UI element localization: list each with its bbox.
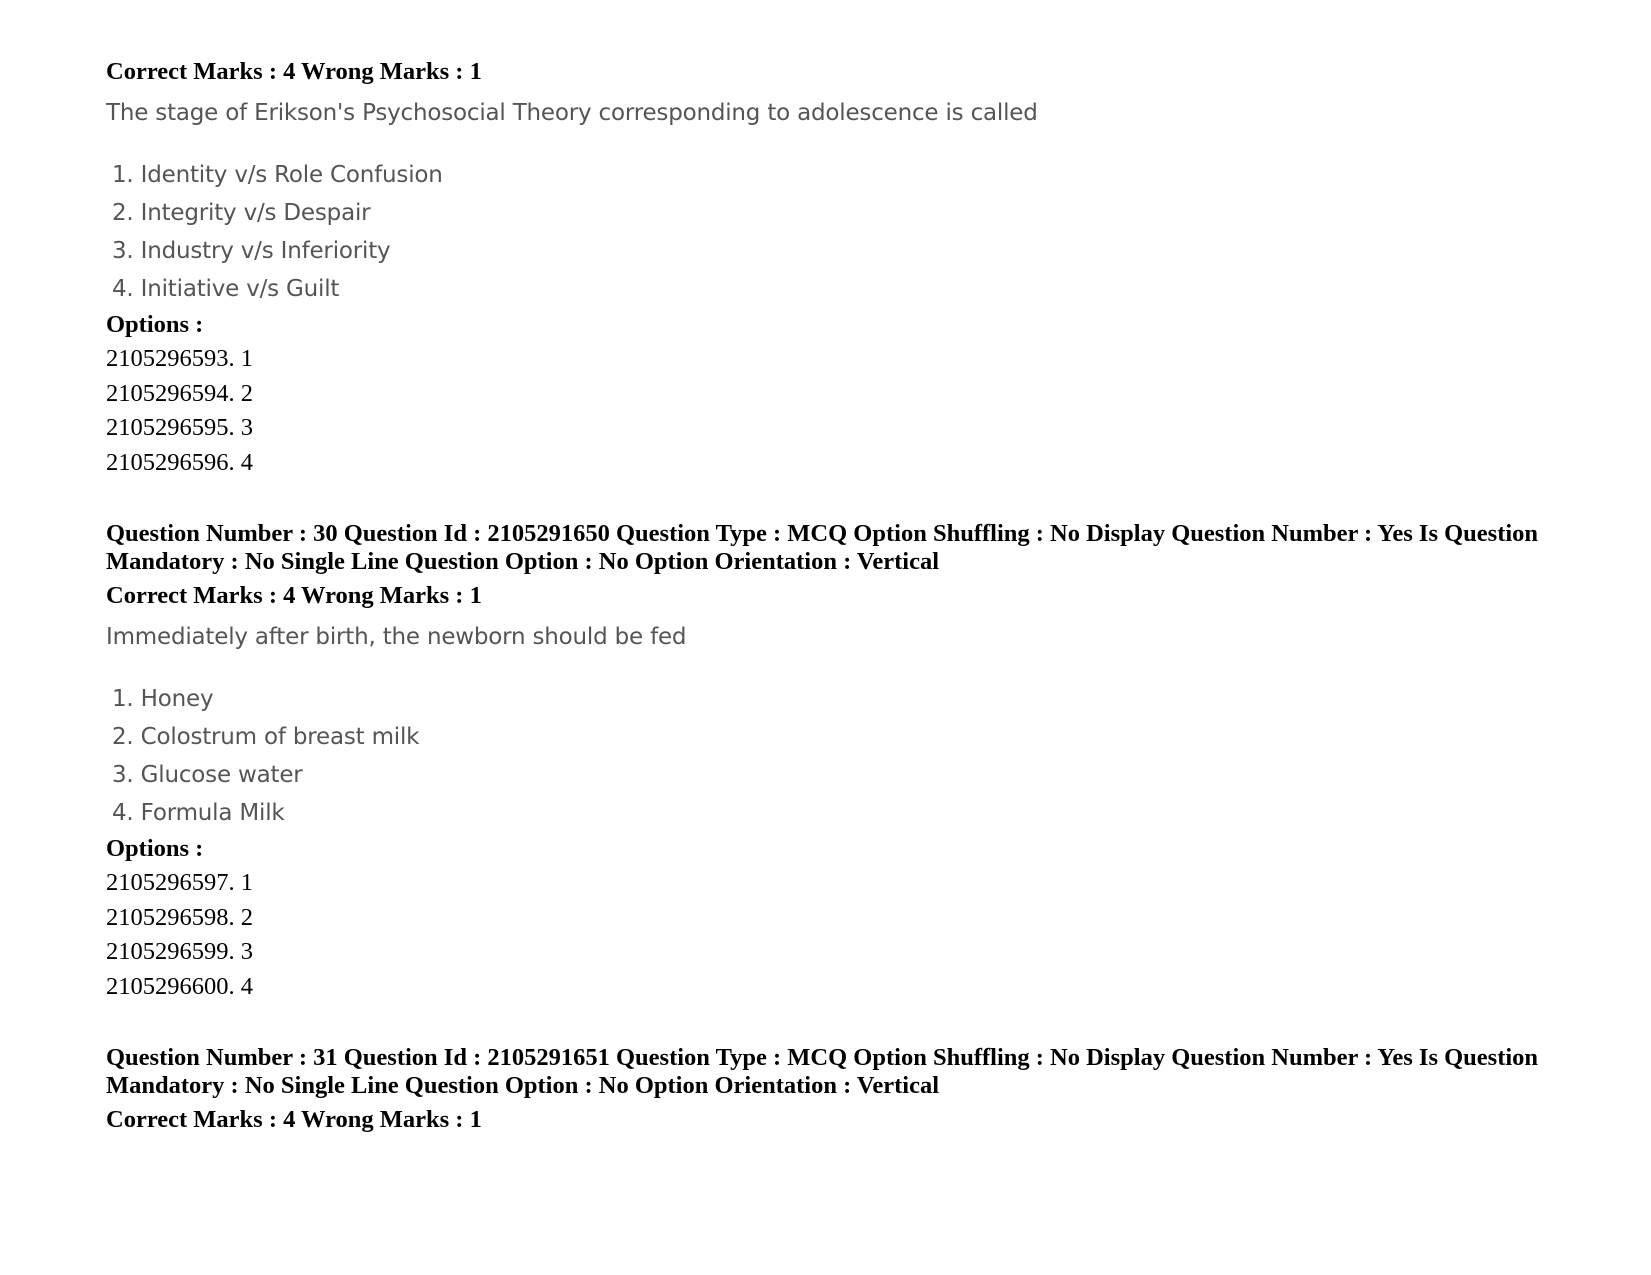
document-page <box>106 58 1546 1134</box>
marks-line: Correct Marks : 4 Wrong Marks : 1 <box>106 582 482 609</box>
choice-item: 3. Industry v/s Inferiority <box>112 238 391 264</box>
choice-item: 2. Integrity v/s Despair <box>112 200 371 226</box>
option-id-list <box>106 342 1546 480</box>
question-block-31 <box>106 1044 1546 1134</box>
choice-list <box>106 156 1546 308</box>
option-id-item: 2105296597. 1 <box>106 869 253 896</box>
choice-item: 2. Colostrum of breast milk <box>112 724 420 750</box>
choice-list <box>106 680 1546 832</box>
options-label: Options : <box>106 835 204 862</box>
option-id-item: 2105296598. 2 <box>106 903 253 931</box>
options-label: Options : <box>106 311 204 338</box>
option-id-item: 2105296596. 4 <box>106 448 253 476</box>
choice-item: 1. Honey <box>112 686 214 712</box>
question-block-29 <box>106 58 1546 480</box>
option-id-item: 2105296599. 3 <box>106 938 253 965</box>
marks-line: Correct Marks : 4 Wrong Marks : 1 <box>106 1106 482 1133</box>
option-id-list <box>106 866 1546 1004</box>
question-meta: Question Number : 30 Question Id : 2105291650 Question Type : MCQ Option Shuffling : No Display Question Number : Yes Is Question Mandatory : No Single Line Question Option : No Option Orientation : Vertical <box>106 520 1539 575</box>
option-id-item: 2105296600. 4 <box>106 972 253 1000</box>
choice-item: 3. Glucose water <box>112 762 303 788</box>
option-id-item: 2105296594. 2 <box>106 379 253 407</box>
option-id-item: 2105296595. 3 <box>106 414 253 441</box>
marks-line: Correct Marks : 4 Wrong Marks : 1 <box>106 58 482 85</box>
choice-item: 4. Formula Milk <box>112 800 285 826</box>
choice-item: 4. Initiative v/s Guilt <box>112 276 340 302</box>
question-block-30 <box>106 520 1546 1004</box>
option-id-item: 2105296593. 1 <box>106 345 253 372</box>
question-text: Immediately after birth, the newborn should be fed <box>106 624 687 650</box>
question-meta: Question Number : 31 Question Id : 2105291651 Question Type : MCQ Option Shuffling : No Display Question Number : Yes Is Question Mandatory : No Single Line Question Option : No Option Orientation : Vertical <box>106 1044 1539 1099</box>
choice-item: 1. Identity v/s Role Confusion <box>112 162 443 188</box>
question-text: The stage of Erikson's Psychosocial Theory corresponding to adolescence is called <box>106 100 1038 126</box>
